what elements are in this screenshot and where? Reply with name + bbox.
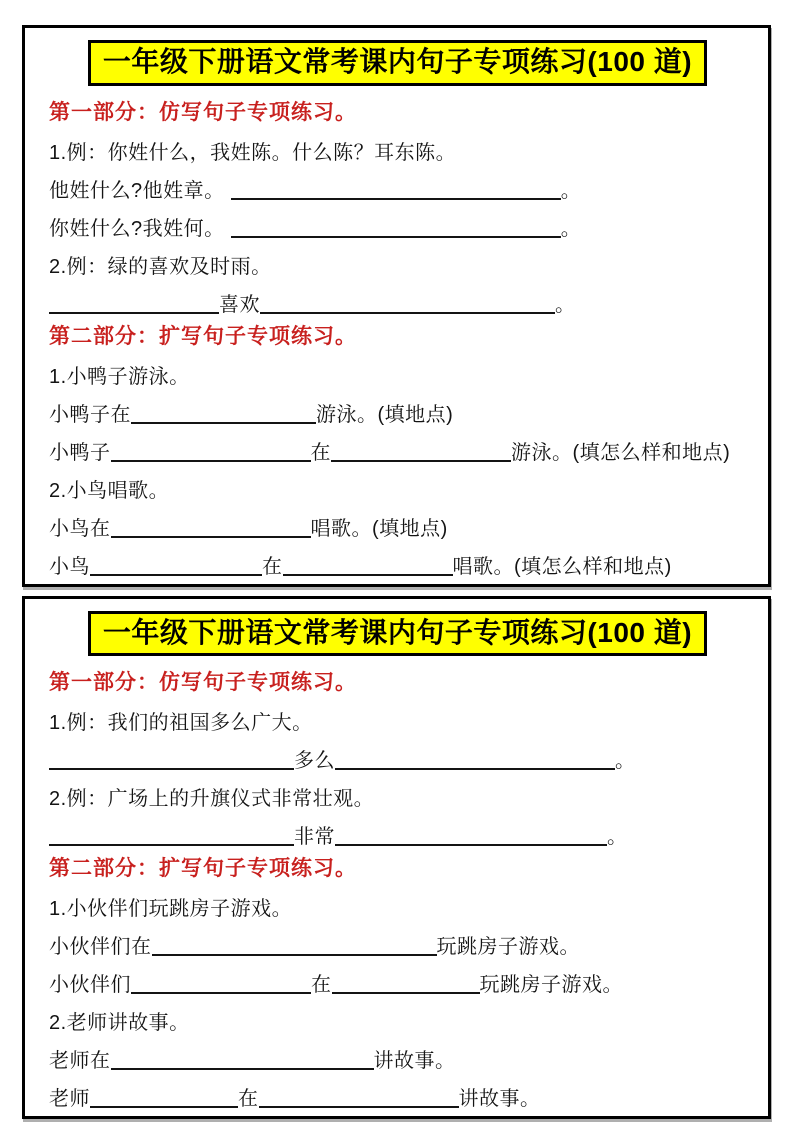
answer-blank[interactable] (49, 312, 219, 314)
line-text: 小鸟 (49, 555, 90, 578)
answer-blank[interactable] (152, 954, 437, 956)
worksheet-line (49, 204, 746, 242)
worksheet-line (49, 542, 746, 580)
worksheet-line (49, 128, 746, 166)
section-heading: 第二部分：扩写句子专项练习。 (49, 857, 357, 881)
worksheet-line (49, 504, 746, 542)
worksheet-line (49, 884, 746, 922)
worksheet-title-wrap (49, 611, 746, 657)
line-text: 唱歌。(填地点) (310, 517, 448, 540)
section-heading: 第二部分：扩写句子专项练习。 (49, 324, 357, 348)
line-text: 讲故事。 (373, 1050, 456, 1073)
worksheet-line (49, 242, 746, 280)
line-text: 2.老师讲故事。 (49, 1012, 190, 1035)
line-text: 老师 (49, 1088, 90, 1111)
answer-blank[interactable] (131, 992, 311, 994)
line-text: 1.例：我们的祖国多么广大。 (49, 712, 313, 735)
line-text: 玩跳房子游戏。 (436, 936, 580, 959)
answer-blank[interactable] (332, 992, 480, 994)
line-text: 。 (615, 750, 636, 773)
line-text: 1.小鸭子游泳。 (49, 365, 190, 388)
worksheet-line (49, 1036, 746, 1074)
worksheet-line (49, 280, 746, 318)
worksheet-line (49, 352, 746, 390)
answer-blank[interactable] (335, 844, 607, 846)
answer-blank[interactable] (335, 768, 615, 770)
line-text: 游泳。(填怎么样和地点) (511, 441, 731, 464)
line-text: 他姓什么?他姓章。 (49, 179, 231, 202)
worksheet-title: 一年级下册语文常考课内句子专项练习(100 道) (88, 40, 707, 86)
line-text: 小鸟在 (49, 517, 111, 540)
line-text: 非常 (294, 826, 335, 849)
worksheet-line (49, 736, 746, 774)
line-text: 小伙伴们 (49, 974, 131, 997)
line-text: 。 (560, 217, 582, 240)
worksheet-title-wrap (49, 40, 746, 86)
worksheet-line (49, 466, 746, 504)
worksheet-panel-1 (22, 25, 771, 587)
line-text: 2.小鸟唱歌。 (49, 479, 170, 502)
answer-blank[interactable] (90, 574, 262, 576)
worksheet-title: 一年级下册语文常考课内句子专项练习(100 道) (88, 611, 707, 657)
line-text: 。 (560, 179, 582, 202)
line-text: 在 (310, 441, 331, 464)
answer-blank[interactable] (111, 536, 311, 538)
answer-blank[interactable] (260, 312, 555, 314)
line-text: 2.例：广场上的升旗仪式非常壮观。 (49, 788, 375, 811)
line-text: 游泳。(填地点) (316, 403, 454, 426)
line-text: 在 (262, 555, 283, 578)
line-text: 讲故事。 (458, 1088, 541, 1111)
line-text: 多么 (294, 750, 335, 773)
line-text: 玩跳房子游戏。 (479, 974, 623, 997)
answer-blank[interactable] (283, 574, 453, 576)
worksheet-line (49, 812, 746, 850)
line-text: 2.例：绿的喜欢及时雨。 (49, 255, 272, 278)
line-text: 小鸭子 (49, 441, 111, 464)
answer-blank[interactable] (231, 236, 561, 238)
worksheet-line (49, 390, 746, 428)
line-text: 小伙伴们在 (49, 936, 152, 959)
worksheet-line (49, 960, 746, 998)
worksheet-panels (22, 25, 771, 1119)
line-text: 老师在 (49, 1050, 111, 1073)
answer-blank[interactable] (331, 460, 511, 462)
line-text: 在 (311, 974, 332, 997)
line-text: 1.小伙伴们玩跳房子游戏。 (49, 898, 293, 921)
answer-blank[interactable] (111, 460, 311, 462)
line-text: 唱歌。(填怎么样和地点) (452, 555, 672, 578)
answer-blank[interactable] (131, 422, 316, 424)
section-heading: 第一部分：仿写句子专项练习。 (49, 100, 357, 124)
worksheet-panel-2 (22, 596, 771, 1120)
line-text: 。 (555, 293, 576, 316)
line-text: 。 (607, 826, 628, 849)
line-text: 在 (238, 1088, 259, 1111)
section-heading: 第一部分：仿写句子专项练习。 (49, 671, 357, 695)
worksheet-line (49, 1074, 746, 1112)
line-text: 你姓什么?我姓何。 (49, 217, 231, 240)
worksheet-line (49, 428, 746, 466)
answer-blank[interactable] (49, 768, 294, 770)
worksheet-line (49, 774, 746, 812)
worksheet-line (49, 698, 746, 736)
answer-blank[interactable] (49, 844, 294, 846)
answer-blank[interactable] (231, 198, 561, 200)
line-text: 喜欢 (219, 293, 260, 316)
answer-blank[interactable] (90, 1106, 238, 1108)
answer-blank[interactable] (259, 1106, 459, 1108)
worksheet-line (49, 166, 746, 204)
line-text: 小鸭子在 (49, 403, 131, 426)
worksheet-line (49, 922, 746, 960)
answer-blank[interactable] (111, 1068, 374, 1070)
line-text: 1.例：你姓什么，我姓陈。什么陈？耳东陈。 (49, 141, 457, 164)
worksheet-line (49, 998, 746, 1036)
